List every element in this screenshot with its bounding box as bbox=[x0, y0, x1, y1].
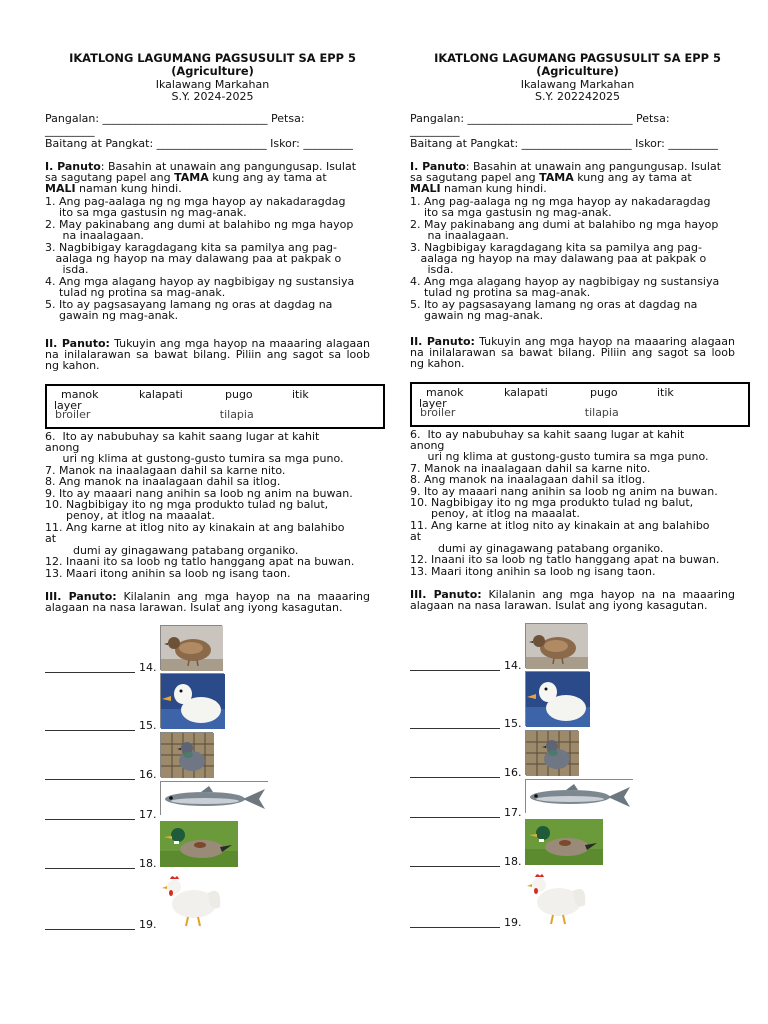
part1-instructions: I. Panuto: Basahin at unawain ang pangungusap. Isulat sa sagutang papel ang TAMA kung ang ay tama at MALI naman kung hindi. bbox=[45, 160, 357, 196]
part1-instructions: I. Panuto: Basahin at unawain ang pangungusap. Isulat sa sagutang papel ang TAMA kung ang ay tama at MALI naman kung hindi. bbox=[410, 160, 722, 196]
question-4: 4. Ang mga alagang hayop ay nagbibigay ng sustansiya bbox=[45, 275, 355, 288]
question-6: 6. Ito ay nabubuhay sa kahit saang lugar at kahit bbox=[410, 428, 685, 441]
grade-score-line[interactable]: Baitang at Pangkat: ____________________ Iskor: _________ bbox=[45, 137, 353, 150]
question-9: 9. Ito ay maaari nang anihin sa loob ng anim na buwan. bbox=[45, 487, 353, 500]
question-2: 2. May pakinabang ang dumi at balahibo ng mga hayop bbox=[410, 218, 719, 231]
date-blank[interactable]: _________ bbox=[45, 124, 95, 137]
worksheet-left bbox=[40, 0, 385, 1024]
quarter-label: Ikalawang Markahan bbox=[520, 78, 635, 91]
part3-instructions: III. Panuto: Kilalanin ang mga hayop na na maaaring alagaan na nasa larawan. Isulat ang iyong kasagutan. bbox=[410, 588, 735, 613]
choice-layer: layer bbox=[419, 397, 447, 410]
question-11: 11. Ang karne at itlog nito ay kinakain at ang balahibo bbox=[410, 519, 710, 532]
item-number-14: 14. bbox=[504, 659, 522, 672]
answer-blank-18[interactable] bbox=[410, 857, 500, 867]
question-1: 1. Ang pag-aalaga ng ng mga hayop ay nakadaragdag bbox=[410, 195, 711, 208]
chicken-photo bbox=[525, 869, 589, 927]
answer-blank-14[interactable] bbox=[410, 661, 500, 671]
question-8: 8. Ang manok na inaalagaan dahil sa itlog. bbox=[410, 473, 646, 486]
item-number-16: 16. bbox=[139, 768, 157, 781]
item-number-17: 17. bbox=[504, 806, 522, 819]
question-3: 3. Nagbibigay karagdagang kita sa pamilya ang pag- bbox=[410, 241, 702, 254]
question-3: 3. Nagbibigay karagdagang kita sa pamilya ang pag- bbox=[45, 241, 337, 254]
question-12: 12. Inaani ito sa loob ng tatlo hanggang apat na buwan. bbox=[410, 553, 720, 566]
question-7: 7. Manok na inaalagaan dahil sa karne nito. bbox=[45, 464, 286, 477]
mallard-photo bbox=[160, 821, 238, 867]
choices-box bbox=[45, 384, 385, 429]
question-11-cont: at bbox=[410, 530, 422, 543]
question-5-cont: gawain ng mag-anak. bbox=[45, 309, 179, 322]
question-5: 5. Ito ay pagsasayang lamang ng oras at dagdag na bbox=[45, 298, 333, 311]
item-number-15: 15. bbox=[139, 719, 157, 732]
answer-blank-19[interactable] bbox=[410, 918, 500, 928]
question-1: 1. Ang pag-aalaga ng ng mga hayop ay nakadaragdag bbox=[45, 195, 346, 208]
item-number-19: 19. bbox=[139, 918, 157, 931]
question-2: 2. May pakinabang ang dumi at balahibo ng mga hayop bbox=[45, 218, 354, 231]
mallard-photo bbox=[525, 819, 603, 865]
question-6-cont2: uri ng klima at gustong-gusto tumira sa mga puno. bbox=[410, 450, 709, 463]
question-6-cont2: uri ng klima at gustong-gusto tumira sa mga puno. bbox=[45, 452, 344, 465]
answer-blank-16[interactable] bbox=[45, 770, 135, 780]
name-date-line[interactable]: Pangalan: ______________________________ Petsa: bbox=[45, 112, 305, 125]
date-blank[interactable]: _________ bbox=[410, 124, 460, 137]
worksheet-right bbox=[405, 0, 750, 1024]
question-8: 8. Ang manok na inaalagaan dahil sa itlog. bbox=[45, 475, 281, 488]
question-2-cont: na inaalagaan. bbox=[45, 229, 144, 242]
question-7: 7. Manok na inaalagaan dahil sa karne nito. bbox=[410, 462, 651, 475]
quail-photo bbox=[160, 625, 222, 670]
question-3-cont: aalaga ng hayop na may dalawang paa at pakpak o bbox=[45, 252, 342, 265]
question-12: 12. Inaani ito sa loob ng tatlo hanggang apat na buwan. bbox=[45, 555, 355, 568]
choices-box bbox=[410, 382, 750, 427]
school-year: S.Y. 202242025 bbox=[535, 90, 620, 103]
question-4-cont: tulad ng protina sa mag-anak. bbox=[410, 286, 591, 299]
quarter-label: Ikalawang Markahan bbox=[155, 78, 270, 91]
question-11-cont2: dumi ay ginagawang patabang organiko. bbox=[45, 544, 299, 557]
choice-pugo: pugo bbox=[590, 386, 618, 399]
question-3-cont2: isda. bbox=[45, 263, 89, 276]
answer-blank-14[interactable] bbox=[45, 663, 135, 673]
choice-manok: manok bbox=[426, 386, 464, 399]
item-number-17: 17. bbox=[139, 808, 157, 821]
question-11-cont: at bbox=[45, 532, 57, 545]
question-4: 4. Ang mga alagang hayop ay nagbibigay ng sustansiya bbox=[410, 275, 720, 288]
part2-instructions: II. Panuto: Tukuyin ang mga hayop na maaaring alagaan na inilalarawan sa bawat bilang. Piliin ang sagot sa loob ng kahon. bbox=[410, 335, 735, 371]
part2-instructions: II. Panuto: Tukuyin ang mga hayop na maaaring alagaan na inilalarawan sa bawat bilang. Piliin ang sagot sa loob ng kahon. bbox=[45, 337, 370, 373]
pigeon-photo bbox=[160, 732, 213, 777]
answer-blank-15[interactable] bbox=[410, 719, 500, 729]
question-10: 10. Nagbibigay ito ng mga produkto tulad ng balut, bbox=[45, 498, 329, 511]
question-1-cont: ito sa mga gastusin ng mag-anak. bbox=[410, 206, 612, 219]
question-6: 6. Ito ay nabubuhay sa kahit saang lugar at kahit bbox=[45, 430, 320, 443]
chicken-photo bbox=[160, 871, 224, 929]
grade-score-line[interactable]: Baitang at Pangkat: ____________________ Iskor: _________ bbox=[410, 137, 718, 150]
duck-photo bbox=[525, 671, 589, 726]
choice-manok: manok bbox=[61, 388, 99, 401]
choice-pugo: pugo bbox=[225, 388, 253, 401]
choice-itik: itik bbox=[292, 388, 309, 401]
choice-clipped-row: broiler tilapia bbox=[420, 406, 619, 419]
item-number-16: 16. bbox=[504, 766, 522, 779]
answer-blank-17[interactable] bbox=[45, 810, 135, 820]
item-number-15: 15. bbox=[504, 717, 522, 730]
page-subtitle: (Agriculture) bbox=[536, 64, 619, 78]
answer-blank-16[interactable] bbox=[410, 768, 500, 778]
name-date-line[interactable]: Pangalan: ______________________________ Petsa: bbox=[410, 112, 670, 125]
part3-instructions: III. Panuto: Kilalanin ang mga hayop na na maaaring alagaan na nasa larawan. Isulat ang iyong kasagutan. bbox=[45, 590, 370, 615]
choice-kalapati: kalapati bbox=[139, 388, 183, 401]
choice-kalapati: kalapati bbox=[504, 386, 548, 399]
answer-blank-15[interactable] bbox=[45, 721, 135, 731]
item-number-19: 19. bbox=[504, 916, 522, 929]
question-1-cont: ito sa mga gastusin ng mag-anak. bbox=[45, 206, 247, 219]
question-4-cont: tulad ng protina sa mag-anak. bbox=[45, 286, 226, 299]
item-number-18: 18. bbox=[504, 855, 522, 868]
item-number-14: 14. bbox=[139, 661, 157, 674]
question-13: 13. Maari itong anihin sa loob ng isang taon. bbox=[45, 567, 291, 580]
school-year: S.Y. 2024-2025 bbox=[171, 90, 254, 103]
question-3-cont: aalaga ng hayop na may dalawang paa at pakpak o bbox=[410, 252, 707, 265]
question-5: 5. Ito ay pagsasayang lamang ng oras at dagdag na bbox=[410, 298, 698, 311]
question-11: 11. Ang karne at itlog nito ay kinakain at ang balahibo bbox=[45, 521, 345, 534]
question-13: 13. Maari itong anihin sa loob ng isang taon. bbox=[410, 565, 656, 578]
page-title: IKATLONG LAGUMANG PAGSUSULIT SA EPP 5 bbox=[69, 51, 356, 65]
question-5-cont: gawain ng mag-anak. bbox=[410, 309, 544, 322]
question-6-cont: anong bbox=[45, 441, 80, 454]
question-11-cont2: dumi ay ginagawang patabang organiko. bbox=[410, 542, 664, 555]
question-10-cont: penoy, at itlog na maaalat. bbox=[410, 507, 580, 520]
question-2-cont: na inaalagaan. bbox=[410, 229, 509, 242]
answer-blank-19[interactable] bbox=[45, 920, 135, 930]
choice-clipped-row: broiler tilapia bbox=[55, 408, 254, 421]
quail-photo bbox=[525, 623, 587, 668]
answer-blank-17[interactable] bbox=[410, 808, 500, 818]
page-title: IKATLONG LAGUMANG PAGSUSULIT SA EPP 5 bbox=[434, 51, 721, 65]
pigeon-photo bbox=[525, 730, 578, 775]
answer-blank-18[interactable] bbox=[45, 859, 135, 869]
question-3-cont2: isda. bbox=[410, 263, 454, 276]
choice-itik: itik bbox=[657, 386, 674, 399]
item-number-18: 18. bbox=[139, 857, 157, 870]
choice-layer: layer bbox=[54, 399, 82, 412]
question-10-cont: penoy, at itlog na maaalat. bbox=[45, 509, 215, 522]
fish-photo bbox=[160, 781, 268, 815]
question-9: 9. Ito ay maaari nang anihin sa loob ng anim na buwan. bbox=[410, 485, 718, 498]
duck-photo bbox=[160, 673, 224, 728]
question-6-cont: anong bbox=[410, 439, 445, 452]
question-10: 10. Nagbibigay ito ng mga produkto tulad ng balut, bbox=[410, 496, 694, 509]
fish-photo bbox=[525, 779, 633, 813]
page-subtitle: (Agriculture) bbox=[171, 64, 254, 78]
